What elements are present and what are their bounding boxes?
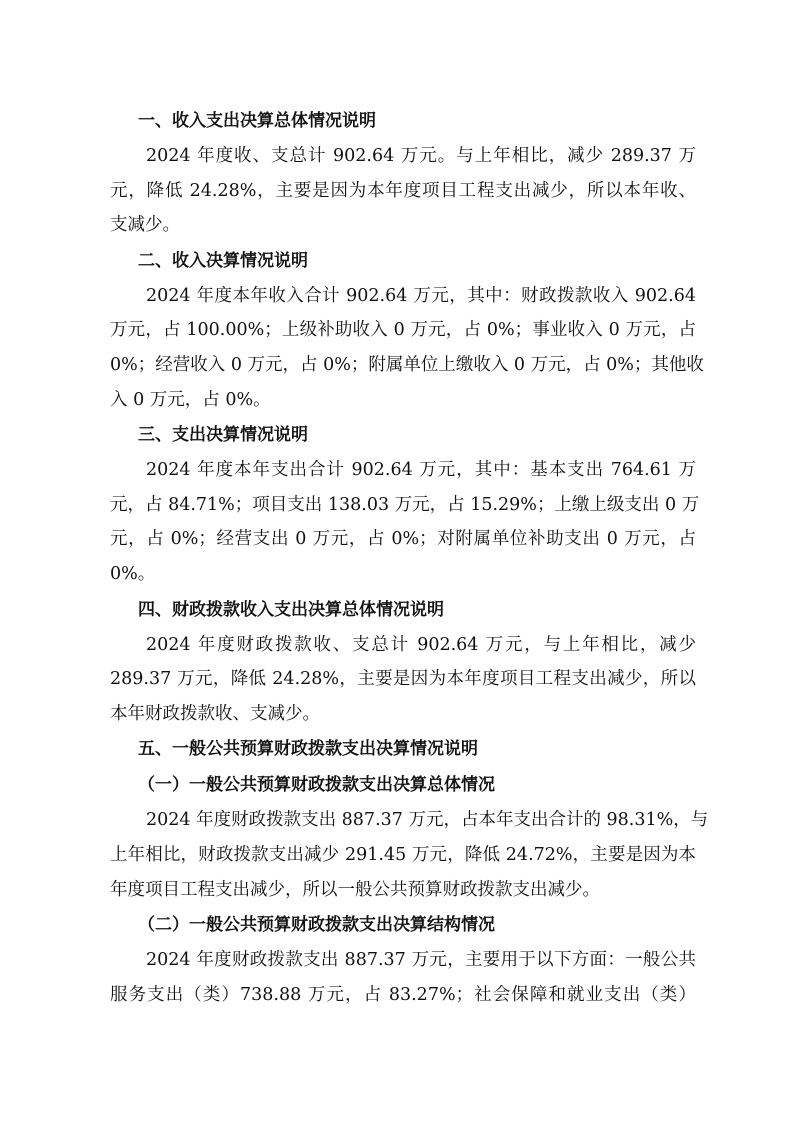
subsection-heading-5-1: （一）一般公共预算财政拨款支出决算总体情况: [138, 775, 495, 796]
section-heading-2: 二、收入决算情况说明: [138, 250, 308, 271]
paragraph-line: 2024 年度财政拨款收、支总计 902.64 万元，与上年相比，减少: [146, 634, 696, 655]
paragraph-line: 0%；经营收入 0 万元，占 0%；附属单位上缴收入 0 万元，占 0%；其他收: [110, 354, 704, 375]
paragraph-line: 上年相比，财政拨款支出减少 291.45 万元，降低 24.72%，主要是因为本: [110, 844, 696, 865]
document-page: [110, 103, 709, 1012]
paragraph-line: 2024 年度财政拨款支出 887.37 万元，主要用于以下方面：一般公共: [146, 950, 696, 971]
paragraph-line: 本年财政拨款收、支减少。: [110, 703, 320, 724]
section-paragraph-4: [110, 628, 696, 732]
paragraph-line: 元，降低 24.28%，主要是因为本年度项目工程支出减少，所以本年收、: [110, 180, 696, 201]
paragraph-line: 入 0 万元，占 0%。: [110, 389, 271, 410]
section-heading-3: 三、支出决算情况说明: [138, 425, 308, 446]
section-heading-1: 一、收入支出决算总体情况说明: [138, 111, 376, 131]
paragraph-line: 2024 年度财政拨款支出 887.37 万元，占本年支出合计的 98.31%，与: [146, 810, 709, 831]
section-paragraph-3: [110, 453, 700, 591]
paragraph-line: 万元，占 100.00%；上级补助收入 0 万元，占 0%；事业收入 0 万元，占: [110, 320, 696, 341]
paragraph-line: 289.37 万元，降低 24.28%，主要是因为本年度项目工程支出减少，所以: [110, 669, 696, 690]
paragraph-line: 2024 年度本年支出合计 902.64 万元，其中：基本支出 764.61 万: [146, 460, 696, 481]
paragraph-line: 0%。: [110, 563, 156, 584]
subsection-paragraph-5-2: [110, 943, 696, 1012]
paragraph-line: 服务支出（类）738.88 万元，占 83.27%；社会保障和就业支出（类）: [110, 984, 696, 1005]
paragraph-line: 2024 年度本年收入合计 902.64 万元，其中：财政拨款收入 902.64: [146, 285, 696, 306]
section-paragraph-2: [110, 279, 704, 417]
section-heading-5: 五、一般公共预算财政拨款支出决算情况说明: [138, 739, 478, 760]
paragraph-line: 年度项目工程支出减少，所以一般公共预算财政拨款支出减少。: [110, 879, 600, 900]
paragraph-line: 元，占 0%；经营支出 0 万元，占 0%；对附属单位补助支出 0 万元，占: [110, 529, 696, 550]
subsection-paragraph-5-1: [110, 803, 709, 907]
paragraph-line: 支减少。: [110, 215, 180, 236]
paragraph-line: 2024 年度收、支总计 902.64 万元。与上年相比，减少 289.37 万: [146, 146, 696, 166]
subsection-heading-5-2: （二）一般公共预算财政拨款支出决算结构情况: [138, 915, 495, 936]
section-paragraph-1: [110, 139, 696, 243]
section-heading-4: 四、财政拨款收入支出决算总体情况说明: [138, 599, 444, 620]
paragraph-line: 元，占 84.71%；项目支出 138.03 万元，占 15.29%；上缴上级支出 0 万: [110, 494, 700, 515]
